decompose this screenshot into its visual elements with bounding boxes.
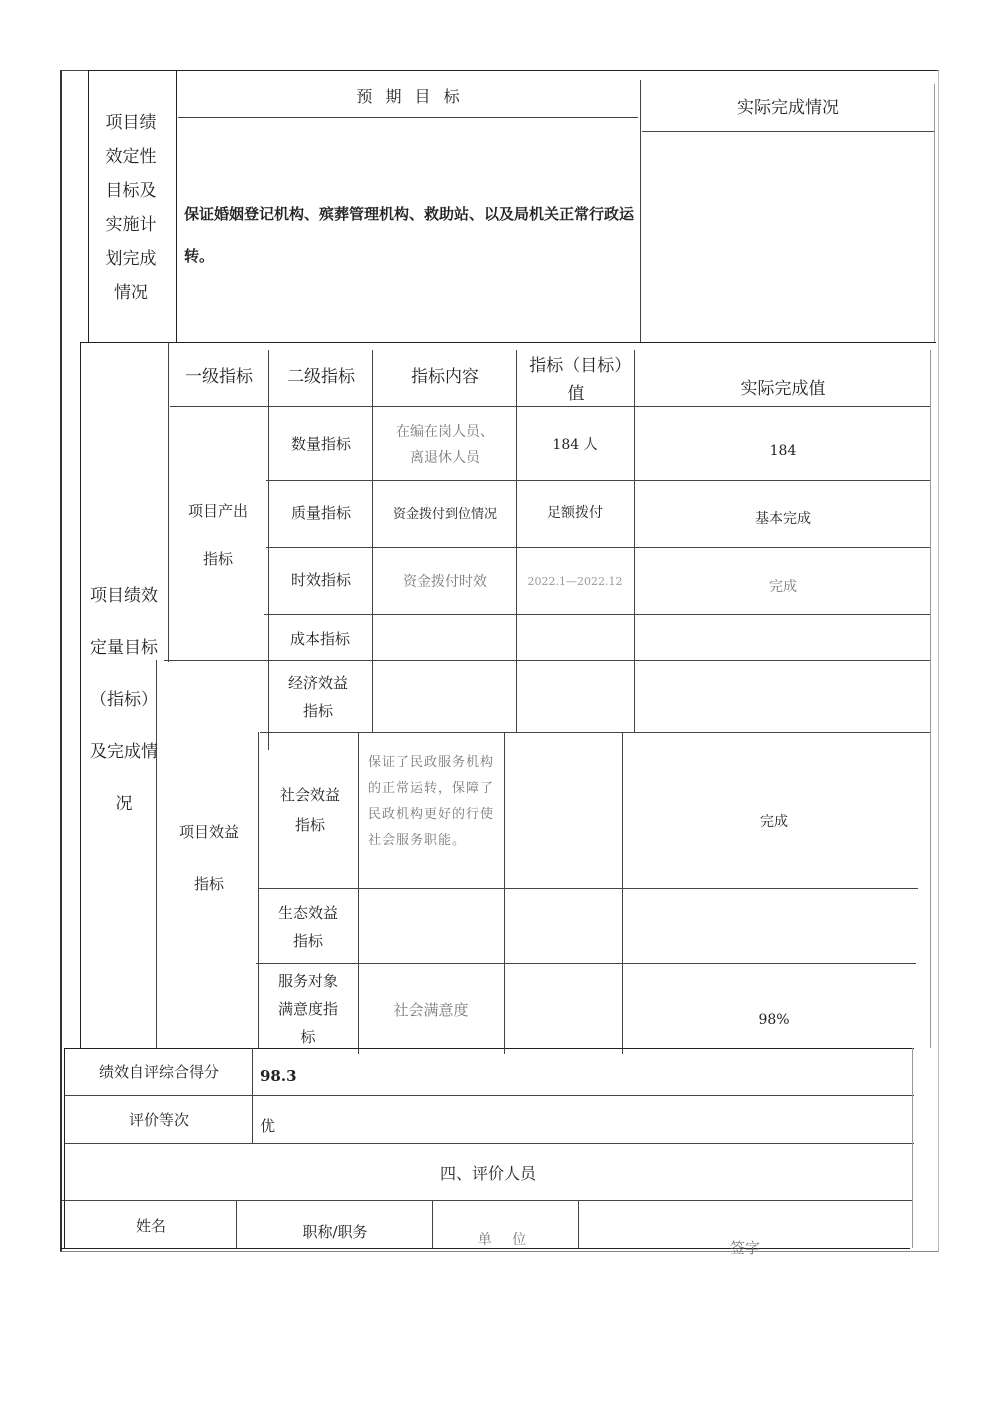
benefit-indicator-group: 项目效益指标 — [178, 823, 239, 893]
level2-quantity: 数量指标 — [290, 435, 351, 453]
content-economic — [374, 664, 516, 730]
column-evaluator-name: 姓名 — [135, 1217, 166, 1235]
qualitative-row-label: 项目绩效定性目标及实施计划完成情况 — [105, 113, 157, 303]
actual-ecological — [624, 892, 924, 962]
expected-goal-header: 预 期 目 标 — [356, 87, 464, 107]
level2-cost: 成本指标 — [289, 630, 350, 648]
content-social: 保证了民政服务机构的正常运转，保障了民政机构更好的行使社会服务职能。 — [368, 755, 495, 848]
grade-value: 优 — [260, 1117, 276, 1135]
quantitative-row-label: 项目绩效定量目标（指标）及完成情况 — [90, 586, 158, 814]
target-economic — [518, 664, 632, 730]
score-value: 98.3 — [260, 1067, 297, 1085]
actual-quantity: 184 — [769, 442, 797, 459]
content-quality: 资金拨付到位情况 — [392, 506, 497, 522]
level2-quality: 质量指标 — [290, 504, 351, 522]
actual-economic — [636, 664, 930, 730]
content-quantity: 在编在岗人员、离退休人员 — [396, 424, 494, 466]
target-social — [506, 736, 620, 886]
content-timeliness: 资金拨付时效 — [403, 573, 487, 590]
target-ecological — [506, 892, 620, 962]
column-evaluator-unit: 单 位 — [477, 1231, 535, 1248]
level2-satisfaction: 服务对象满意度指标 — [277, 972, 338, 1046]
content-satisfaction: 社会满意度 — [393, 1001, 469, 1019]
actual-social: 完成 — [760, 813, 788, 830]
content-ecological — [360, 892, 502, 962]
level2-timeliness: 时效指标 — [290, 571, 351, 589]
actual-satisfaction: 98% — [758, 1011, 790, 1028]
column-indicator-content: 指标内容 — [411, 367, 479, 388]
actual-completion-header: 实际完成情况 — [737, 98, 839, 119]
grade-label: 评价等次 — [128, 1111, 189, 1129]
level2-economic: 经济效益指标 — [287, 674, 348, 720]
expected-goal-text: 保证婚姻登记机构、殡葬管理机构、救助站、以及局机关正常行政运转。 — [184, 205, 635, 265]
target-satisfaction — [506, 970, 620, 1050]
actual-timeliness: 完成 — [769, 578, 797, 595]
score-label: 绩效自评综合得分 — [98, 1063, 219, 1081]
column-target-value: 指标（目标）值 — [529, 356, 623, 404]
column-level2-indicator: 二级指标 — [287, 367, 355, 388]
column-actual-value: 实际完成值 — [740, 379, 826, 400]
target-quantity: 184 人 — [552, 436, 598, 453]
level2-ecological: 生态效益指标 — [277, 904, 338, 950]
level2-social: 社会效益指标 — [279, 786, 340, 834]
column-evaluator-signature: 签字 — [729, 1239, 760, 1257]
content-cost — [374, 616, 516, 662]
evaluators-title: 四、评价人员 — [439, 1164, 536, 1184]
column-evaluator-position: 职称/职务 — [302, 1223, 368, 1241]
actual-cost — [636, 616, 930, 662]
target-timeliness: 2022.1—2022.12 — [527, 575, 623, 589]
target-cost — [518, 616, 632, 662]
actual-quality: 基本完成 — [755, 510, 811, 527]
output-indicator-group: 项目产出指标 — [187, 502, 248, 568]
target-quality: 足额拨付 — [547, 504, 603, 521]
column-level1-indicator: 一级指标 — [185, 367, 253, 388]
